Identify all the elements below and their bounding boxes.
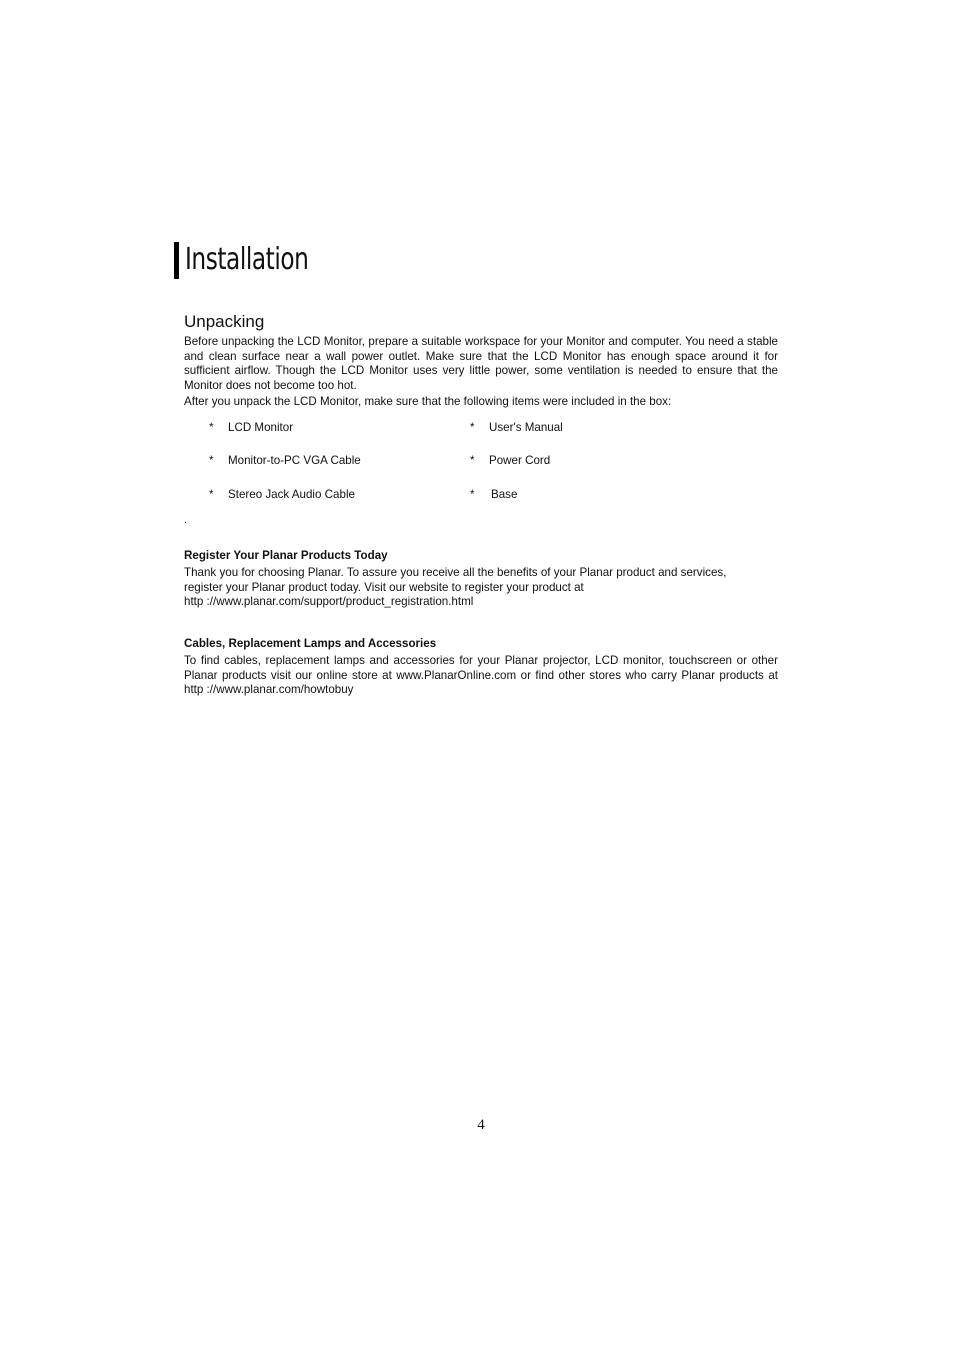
- unpacking-heading: Unpacking: [184, 312, 265, 331]
- bullet-asterisk: *: [470, 488, 475, 501]
- cables-text: To find cables, replacement lamps and accessories for your Planar projector, LCD monitor, touchscreen or other Planar products visit our online store at www.PlanarOnline.com or find other stores who carry Planar products at http ://www.planar.com/howtobuy: [184, 654, 778, 696]
- content-area: [184, 311, 778, 696]
- list-item: [470, 454, 550, 468]
- bullet-asterisk: *: [470, 454, 475, 467]
- list-item-label: LCD Monitor: [228, 421, 294, 434]
- register-text: [184, 566, 778, 610]
- cables-section: [184, 637, 778, 698]
- cables-heading: Cables, Replacement Lamps and Accessories: [184, 637, 437, 650]
- page-title: Installation: [185, 242, 309, 277]
- unpacking-after: After you unpack the LCD Monitor, make sure that the following items were included in the box:: [184, 395, 672, 408]
- list-item: [470, 421, 563, 435]
- unpacking-intro: Before unpacking the LCD Monitor, prepare a suitable workspace for your Monitor and computer. You need a stable and clean surface near a wall power outlet. Make sure that the LCD Monitor has enough space around it for sufficient airflow. Though the LCD Monitor uses very little power, some ventilation is needed to ensure that the Monitor does not become too hot.: [184, 335, 778, 392]
- bullet-asterisk: *: [209, 488, 214, 501]
- list-item-label: Monitor-to-PC VGA Cable: [228, 454, 361, 467]
- bullet-asterisk: *: [470, 421, 475, 434]
- bullet-asterisk: *: [209, 454, 214, 467]
- register-line-2: register your Planar product today. Visit our website to register your product at: [184, 580, 584, 594]
- list-item-label: User's Manual: [489, 421, 563, 434]
- stray-mark: .: [184, 514, 188, 526]
- register-section: [184, 549, 778, 610]
- register-url: http ://www.planar.com/support/product_registration.html: [184, 595, 474, 608]
- register-line-1: Thank you for choosing Planar. To assure you receive all the benefits of your Planar product and services,: [184, 566, 727, 579]
- list-item-label: Stereo Jack Audio Cable: [228, 488, 355, 501]
- list-item-label: Power Cord: [489, 454, 551, 467]
- page-number: 4: [477, 1117, 485, 1133]
- list-item-label: Base: [491, 488, 518, 501]
- title-accent-bar: [174, 242, 179, 279]
- register-heading: Register Your Planar Products Today: [184, 549, 388, 562]
- unpacking-section: [184, 311, 778, 526]
- bullet-asterisk: *: [209, 421, 214, 434]
- list-item: [470, 488, 517, 502]
- list-item: [209, 454, 361, 468]
- list-item: [209, 488, 355, 502]
- list-item: [209, 421, 293, 435]
